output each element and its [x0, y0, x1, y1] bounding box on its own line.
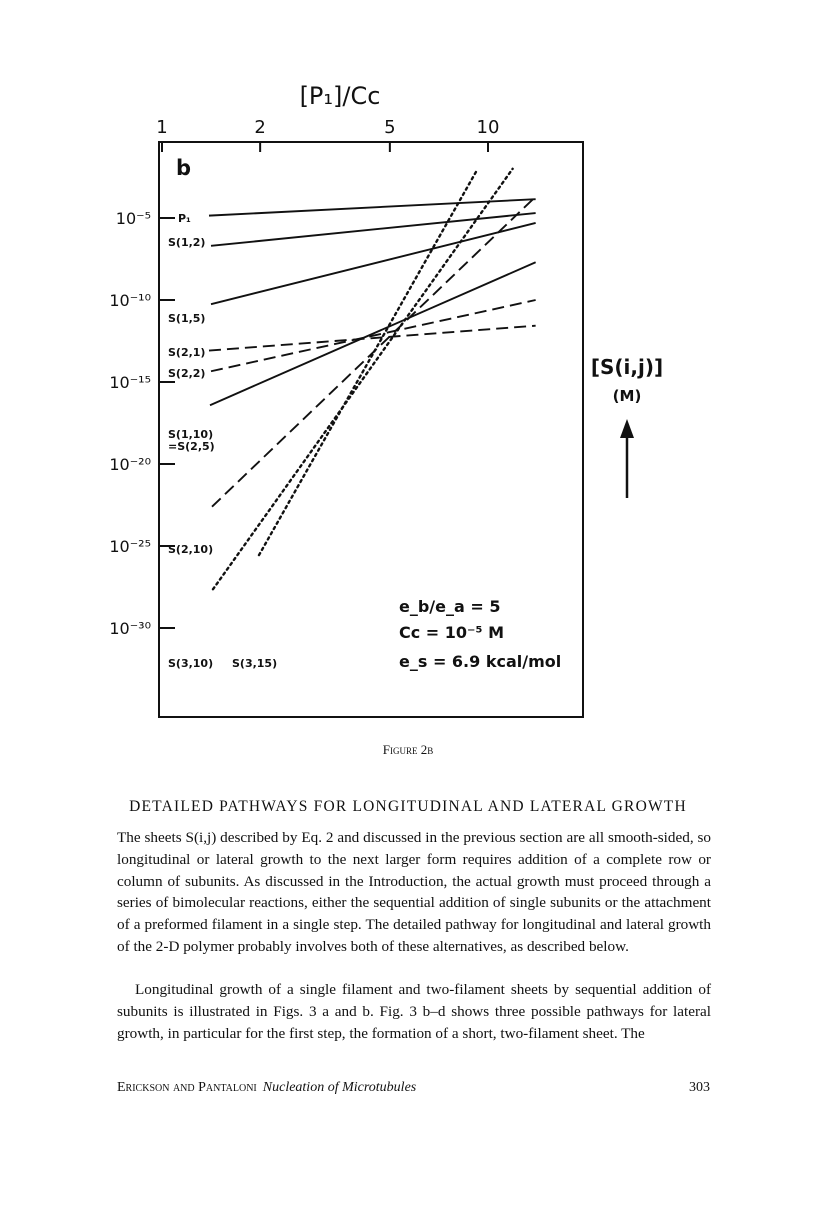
- page-number: 303: [689, 1080, 710, 1095]
- series-label: S(1,2): [168, 236, 206, 249]
- series-label: S(3,10): [168, 657, 214, 670]
- series-label: S(2,1): [168, 346, 206, 359]
- body-paragraph-2: Longitudinal growth of a single filament and two-filament sheets by sequential addition of subunits is illustrated in Figs. 3 a and b. Fig. 3 b–d shows three possible pathways for lateral growth, in particular for the first step, the formation of a short, two-filament sheet. The: [117, 981, 711, 1042]
- figure-caption: Figure 2b: [382, 742, 434, 757]
- x-tick-label: 1: [156, 117, 168, 138]
- panel-label: b: [176, 156, 192, 180]
- series-lines: [209, 169, 536, 589]
- y-tick-label: 10⁻³⁰: [109, 619, 151, 638]
- y-tick-label: 10⁻²⁵: [109, 537, 151, 556]
- footer-title: Nucleation of Microtubules: [262, 1080, 417, 1095]
- series-label: S(1,5): [168, 312, 206, 325]
- right-axis-label: [S(i,j)]: [590, 355, 664, 379]
- series-line: [210, 262, 536, 405]
- y-tick-label: 10⁻¹⁵: [109, 373, 151, 392]
- series-line: [211, 223, 536, 304]
- plot-frame: [159, 142, 583, 717]
- series-line: [209, 199, 536, 215]
- body-paragraph-1: The sheets S(i,j) described by Eq. 2 and discussed in the previous section are all smooth-sided, so longitudinal or lateral growth to the next larger form requires addition of a complete row or column of subunits. As discussed in the Introduction, the actual growth must proceed through a series of bimolecular reactions, either the sequential addition of single subunits or the attachment of a preformed filament in a single step. The detailed pathway for longitudinal and lateral growth of the 2-D polymer probably involves both of these alternatives, as described below.: [117, 829, 711, 955]
- footer-authors: Erickson and Pantaloni: [117, 1080, 257, 1095]
- y-tick-label: 10⁻⁵: [115, 209, 151, 228]
- up-arrow-icon: [620, 419, 634, 438]
- param-ratio: e_b/e_a = 5: [399, 597, 501, 616]
- section-title: DETAILED PATHWAYS FOR LONGITUDINAL AND LATERAL GROWTH: [129, 798, 687, 815]
- y-tick-label: 10⁻¹⁰: [109, 291, 151, 310]
- x-axis-ticks: [156, 117, 499, 152]
- series-label: P₁: [178, 212, 191, 225]
- top-axis-label: [P₁]/Cc: [299, 82, 381, 110]
- series-line: [213, 169, 513, 589]
- series-line: [211, 300, 536, 371]
- series-label: S(1,10): [168, 428, 214, 441]
- series-line: [209, 326, 536, 351]
- series-line: [259, 169, 478, 555]
- y-axis-ticks: [109, 209, 175, 638]
- y-tick-label: 10⁻²⁰: [109, 455, 151, 474]
- right-axis-unit: (M): [612, 387, 642, 405]
- running-footer: [117, 1080, 416, 1096]
- series-label: S(3,15): [232, 657, 278, 670]
- x-tick-label: 5: [384, 117, 396, 138]
- param-cc: Cc = 10⁻⁵ M: [399, 623, 504, 642]
- x-tick-label: 10: [476, 117, 500, 138]
- series-label: S(2,2): [168, 367, 206, 380]
- series-label: =S(2,5): [168, 440, 215, 453]
- series-labels: [168, 212, 277, 670]
- param-es: e_s = 6.9 kcal/mol: [399, 652, 562, 671]
- x-tick-label: 2: [254, 117, 266, 138]
- series-line: [211, 213, 536, 246]
- series-label: S(2,10): [168, 543, 214, 556]
